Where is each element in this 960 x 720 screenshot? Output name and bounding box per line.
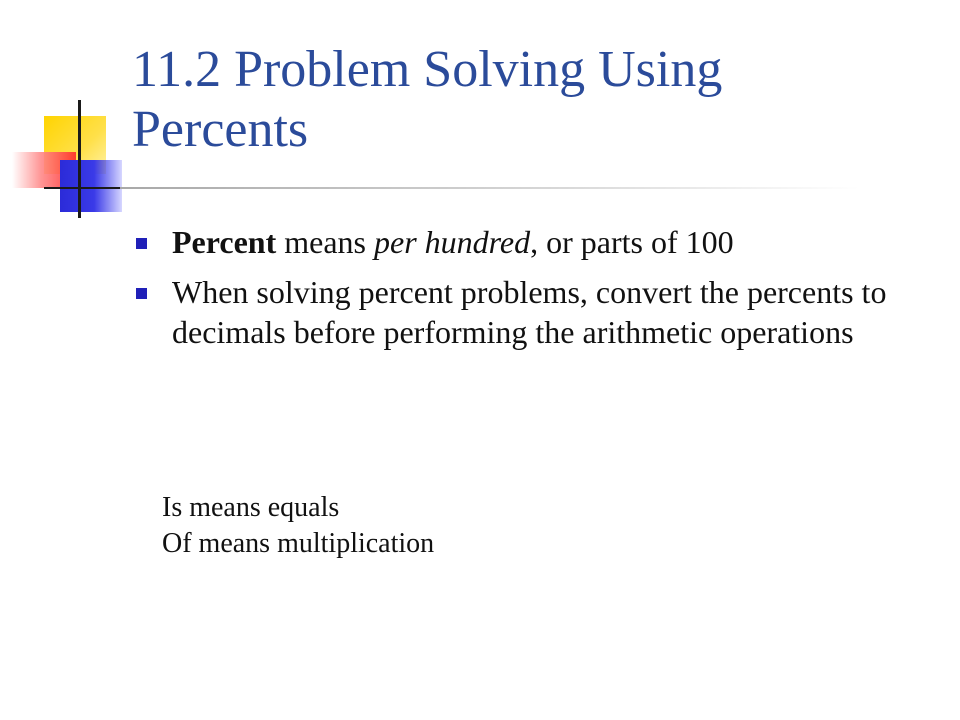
note-line: Of means multiplication [162,528,435,559]
decorative-blue-block [60,160,122,212]
slide-title: 11.2 Problem Solving Using Percents [132,41,723,158]
bullet-emphasis: per hundred [373,224,531,260]
note-line: Is means equals [162,492,340,523]
square-bullet-icon [136,238,147,249]
bullet-text-part: means [276,224,374,260]
decorative-horizontal-line [44,187,126,189]
square-bullet-icon [136,288,147,299]
bullet-item-percent-definition [134,222,934,262]
bullet-item-convert-percents [134,272,934,352]
bullet-list [134,222,934,362]
bullet-text-part: , or parts of 100 [530,224,734,260]
decorative-vertical-line [78,100,81,218]
notes-block [162,490,434,562]
bullet-text: When solving percent problems, convert the percents to decimals before performing the arithmetic operations [172,274,887,350]
bullet-term: Percent [172,224,277,260]
title-underline-rule [120,187,860,189]
